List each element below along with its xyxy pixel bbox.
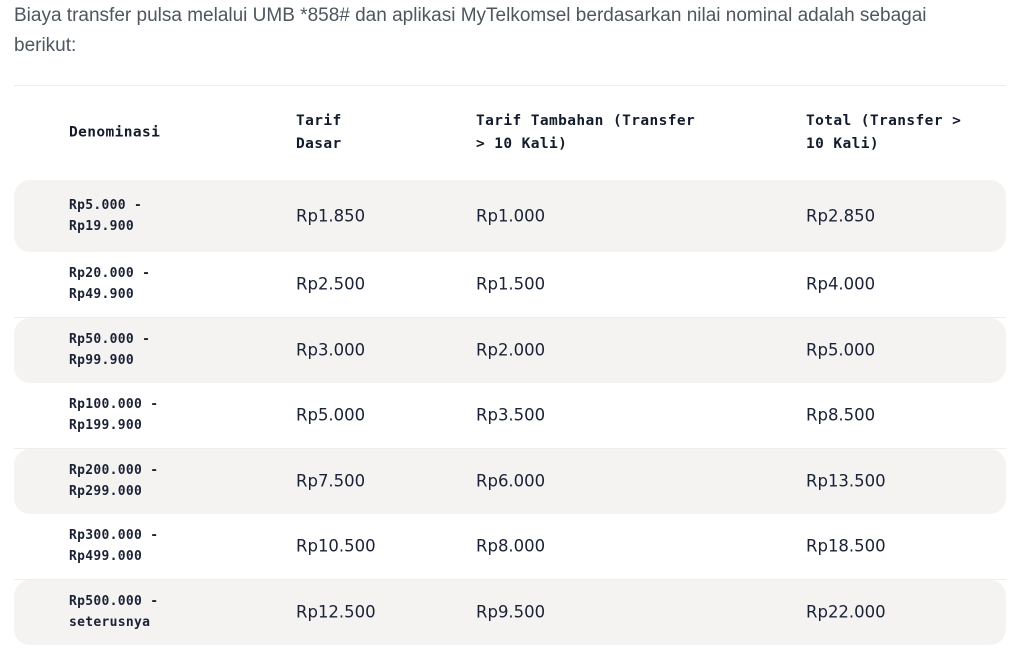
cell-denominasi: Rp20.000 - Rp49.900	[69, 266, 151, 303]
cell-denominasi: Rp300.000 - Rp499.000	[69, 528, 159, 565]
cell-tarif-dasar: Rp10.500	[296, 536, 376, 556]
cell-total: Rp4.000	[806, 274, 876, 294]
header-total: Total (Transfer > 10 Kali)	[806, 113, 962, 152]
cell-tarif-tambahan: Rp3.500	[476, 405, 546, 425]
cell-total: Rp5.000	[806, 340, 876, 360]
cell-tarif-dasar: Rp2.500	[296, 274, 366, 294]
cell-total: Rp2.850	[806, 206, 876, 225]
table-row	[14, 252, 1006, 318]
cell-tarif-tambahan: Rp1.500	[476, 274, 546, 294]
cell-tarif-dasar: Rp5.000	[296, 405, 366, 425]
cell-tarif-tambahan: Rp1.000	[476, 206, 546, 225]
cell-tarif-tambahan: Rp8.000	[476, 536, 546, 556]
header-tarif-dasar: Tarif Dasar	[296, 113, 342, 152]
table-row	[14, 180, 1006, 252]
cell-total: Rp22.000	[806, 602, 886, 622]
cell-tarif-dasar: Rp12.500	[296, 602, 376, 622]
cell-tarif-dasar: Rp3.000	[296, 340, 366, 360]
table-row	[14, 383, 1006, 449]
cell-denominasi: Rp500.000 - seterusnya	[69, 593, 159, 630]
table-row	[14, 514, 1006, 580]
table-row	[14, 449, 1006, 515]
cell-denominasi: Rp100.000 - Rp199.900	[69, 397, 159, 434]
cell-tarif-dasar: Rp7.500	[296, 471, 366, 491]
cell-tarif-dasar: Rp1.850	[296, 206, 366, 225]
tariff-table	[14, 85, 1006, 645]
header-denominasi: Denominasi	[69, 124, 161, 141]
cell-total: Rp13.500	[806, 471, 886, 491]
header-tarif-tambahan: Tarif Tambahan (Transfer > 10 Kali)	[476, 113, 696, 152]
cell-tarif-tambahan: Rp6.000	[476, 471, 546, 491]
cell-total: Rp18.500	[806, 536, 886, 556]
intro-paragraph: Biaya transfer pulsa melalui UMB *858# dan aplikasi MyTelkomsel berdasarkan nilai nominal adalah sebagai berikut:	[14, 5, 927, 56]
cell-denominasi: Rp50.000 - Rp99.900	[69, 331, 151, 368]
table-row	[14, 580, 1006, 646]
cell-tarif-tambahan: Rp2.000	[476, 340, 546, 360]
table-row	[14, 318, 1006, 384]
table-header-row	[14, 86, 1006, 180]
cell-total: Rp8.500	[806, 405, 876, 425]
cell-tarif-tambahan: Rp9.500	[476, 602, 546, 622]
cell-denominasi: Rp200.000 - Rp299.000	[69, 462, 159, 499]
cell-denominasi: Rp5.000 - Rp19.900	[69, 197, 143, 234]
